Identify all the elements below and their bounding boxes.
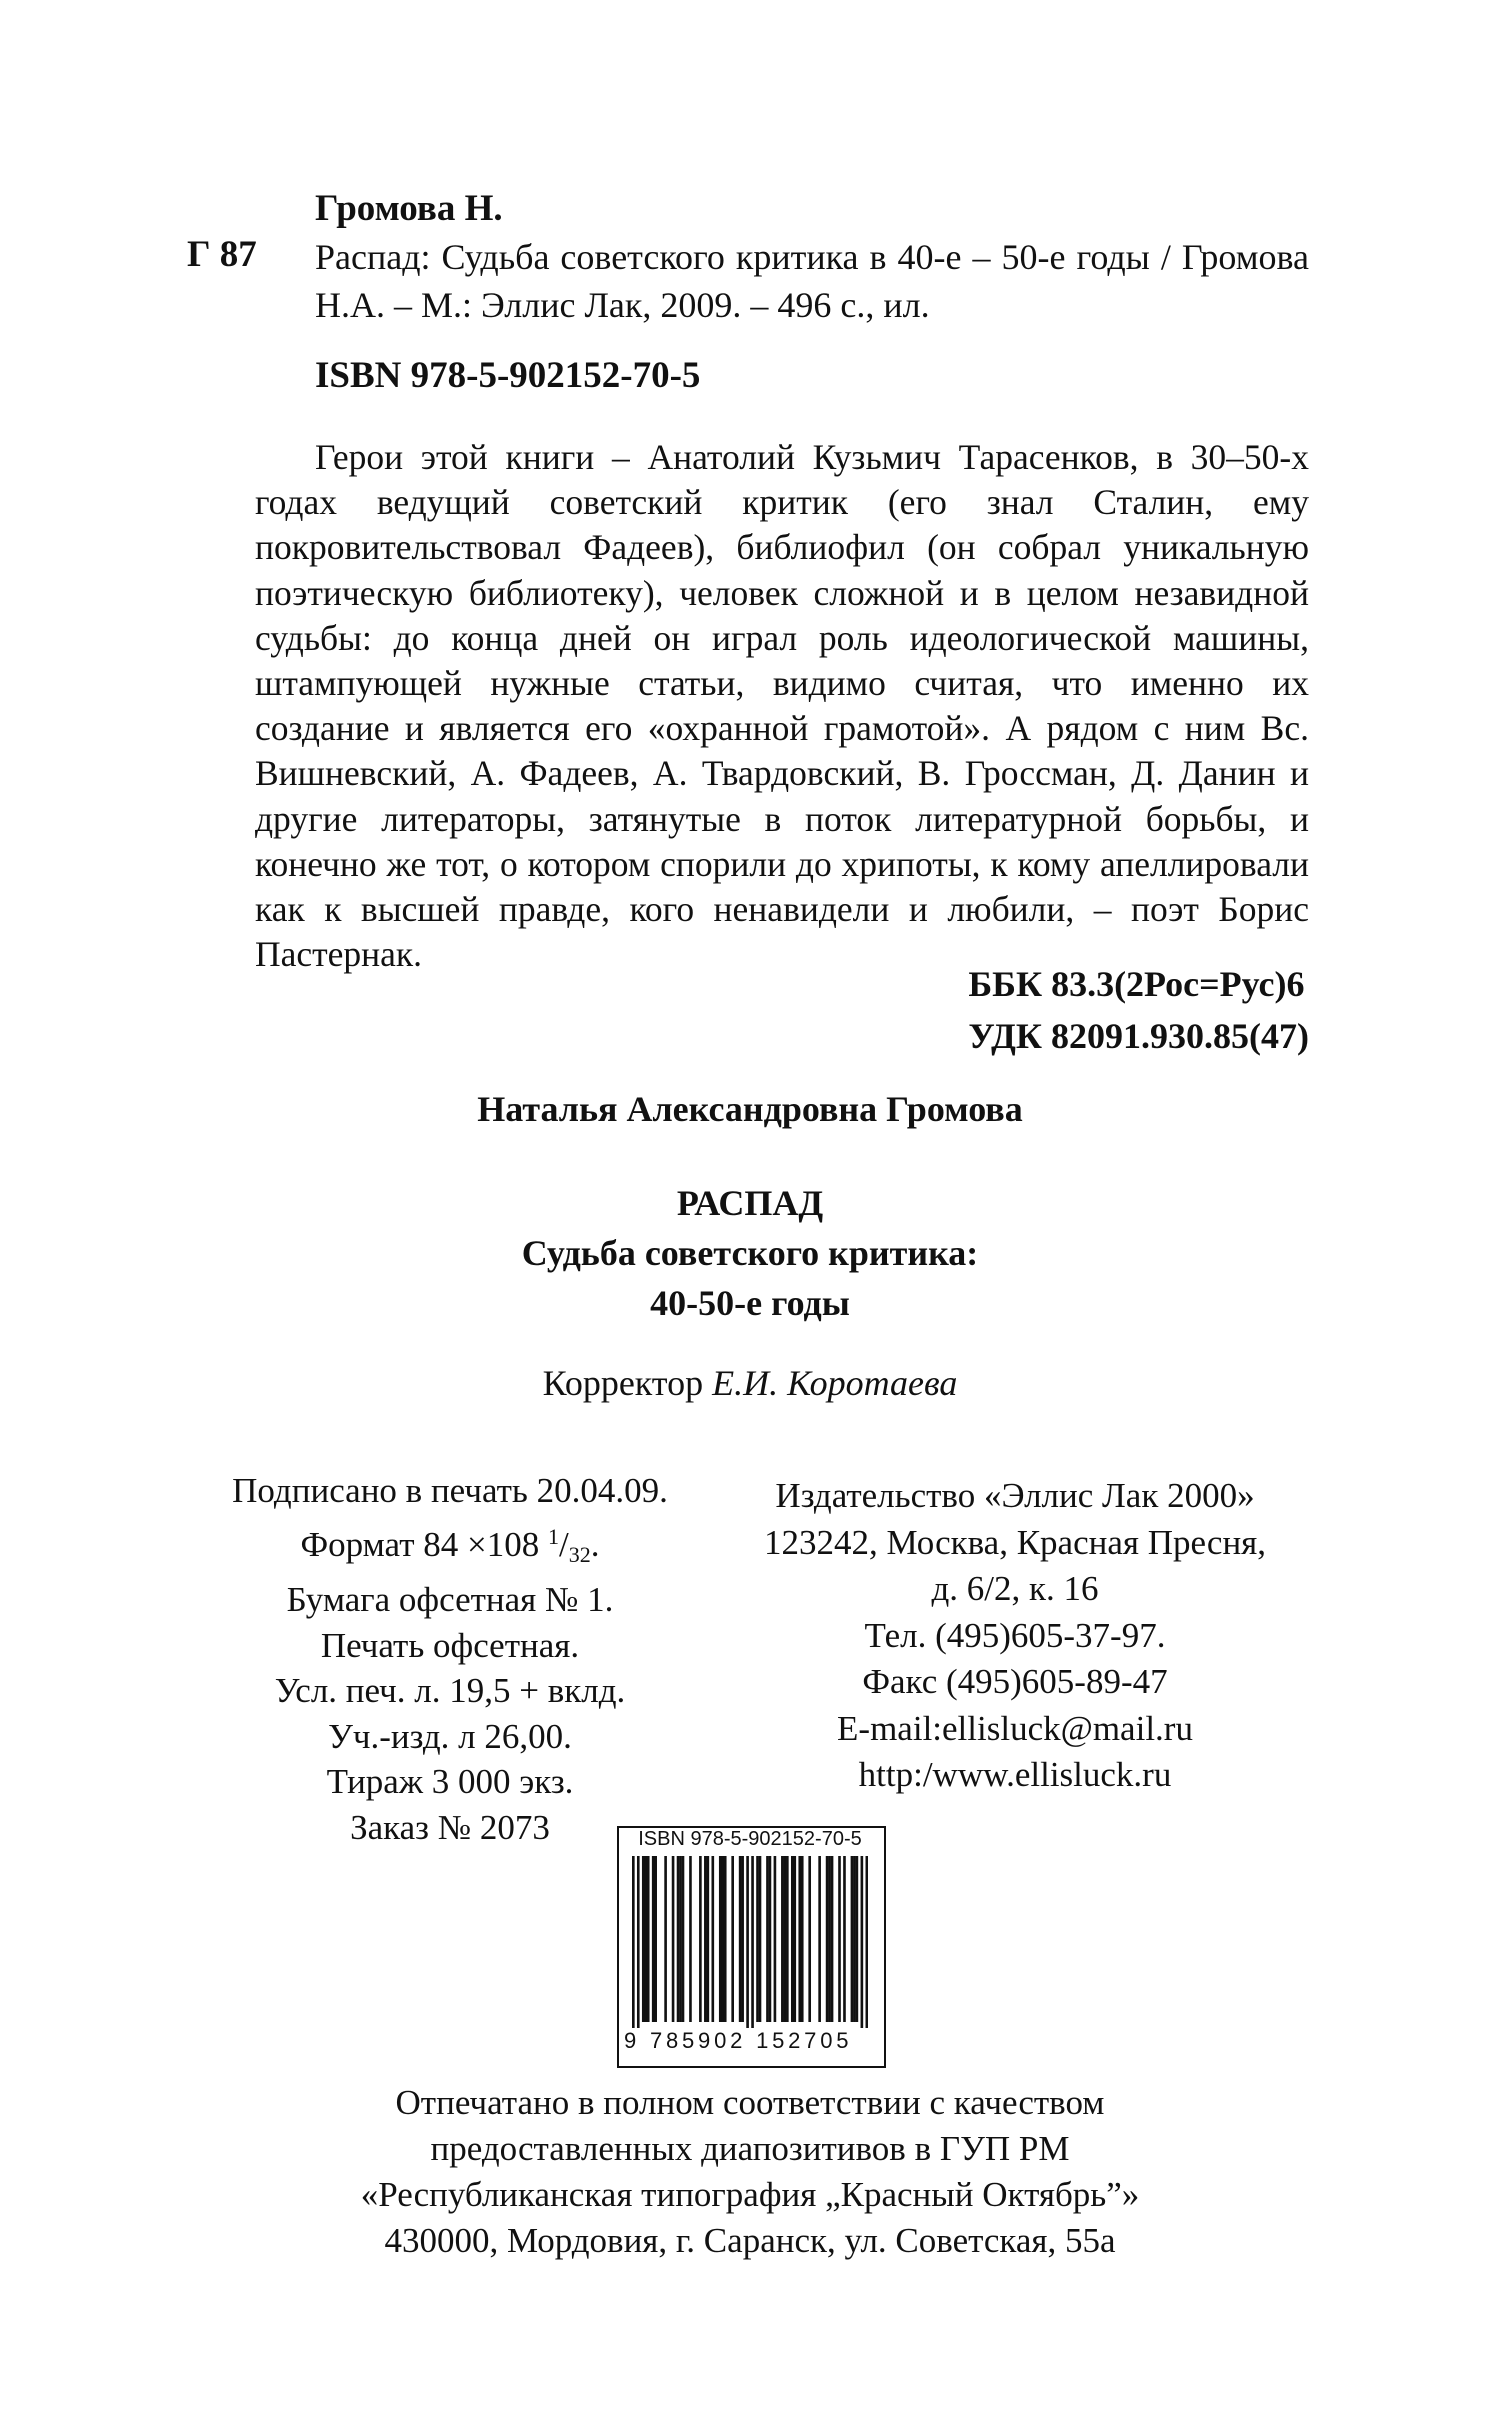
book-subtitle-line1: Судьба советского критика: bbox=[521, 1233, 979, 1273]
publisher-address-line2: д. 6/2, к. 16 bbox=[931, 1569, 1099, 1608]
barcode-bar bbox=[642, 1856, 645, 2022]
barcode-bar bbox=[711, 1856, 714, 2022]
printer-note-line4: 430000, Мордовия, г. Саранск, ул. Советская, 55а bbox=[384, 2221, 1116, 2260]
barcode-bar bbox=[664, 1856, 667, 2022]
barcode bbox=[632, 1856, 868, 2034]
printer-note-line2: предоставленных диапозитивов в ГУП РМ bbox=[430, 2129, 1070, 2168]
barcode-bar bbox=[654, 1856, 657, 2022]
colophon-author: Наталья Александровна Громова bbox=[477, 1089, 1023, 1129]
barcode-bar bbox=[851, 1856, 854, 2022]
print-format: Формат 84 ×108 $^1/_{32}$. bbox=[300, 1523, 600, 1567]
barcode-bar bbox=[632, 1856, 635, 2034]
barcode-bar bbox=[798, 1856, 801, 2022]
barcode-bar bbox=[808, 1856, 811, 2022]
barcode-bar bbox=[647, 1856, 650, 2022]
barcode-bar bbox=[759, 1856, 762, 2022]
barcode-bar bbox=[721, 1856, 724, 2022]
print-sheets: Усл. печ. л. 19,5 + вклд. bbox=[274, 1671, 626, 1710]
barcode-bar bbox=[672, 1856, 675, 2022]
publisher-fax: Факс (495)605-89-47 bbox=[862, 1662, 1168, 1701]
barcode-bar bbox=[781, 1856, 784, 2022]
barcode-bar bbox=[818, 1856, 821, 2022]
corrector-name: Е.И. Коротаева bbox=[712, 1363, 958, 1403]
barcode-bar bbox=[766, 1856, 769, 2022]
barcode-bar bbox=[682, 1856, 685, 2022]
barcode-bar bbox=[679, 1856, 682, 2022]
print-order: Заказ № 2073 bbox=[350, 1807, 550, 1847]
barcode-bar bbox=[644, 1856, 647, 2022]
barcode-bar bbox=[689, 1856, 692, 2022]
barcode-bar bbox=[793, 1856, 796, 2022]
book-subtitle-line2: 40-50-е годы bbox=[650, 1283, 850, 1323]
catalog-description: Распад: Судьба советского критика в 40-е – 50-е годы / Громова Н.А. – М.: Эллис Лак, 2009. – 496 с., ил. bbox=[315, 237, 1309, 325]
udk-code: УДК 82091.930.85(47) bbox=[968, 1016, 1309, 1056]
barcode-bar bbox=[831, 1856, 834, 2022]
catalog-isbn: ISBN 978-5-902152-70-5 bbox=[315, 355, 701, 396]
corrector-label: Корректор bbox=[542, 1363, 704, 1403]
book-title: РАСПАД bbox=[676, 1183, 824, 1223]
publisher-email: E-mail:ellisluck@mail.ru bbox=[837, 1708, 1193, 1748]
publisher-web: http:/www.ellisluck.ru bbox=[858, 1755, 1172, 1794]
barcode-bar bbox=[652, 1856, 655, 2022]
barcode-bar bbox=[739, 1856, 742, 2022]
catalog-code: Г 87 bbox=[187, 234, 257, 275]
barcode-bar bbox=[741, 1856, 744, 2022]
print-paper: Бумага офсетная № 1. bbox=[286, 1580, 614, 1619]
barcode-isbn-label: ISBN 978-5-902152-70-5 bbox=[638, 1828, 862, 1850]
publisher-name: Издательство «Эллис Лак 2000» bbox=[775, 1476, 1255, 1515]
barcode-bar bbox=[801, 1856, 804, 2022]
barcode-bar bbox=[866, 1856, 868, 2034]
publisher-phone: Тел. (495)605-37-97. bbox=[864, 1615, 1166, 1655]
barcode-bar bbox=[826, 1856, 829, 2022]
catalog-description-block bbox=[315, 227, 1309, 329]
barcode-bar bbox=[746, 1856, 749, 2034]
publisher-address-line1: 123242, Москва, Красная Пресня, bbox=[763, 1522, 1267, 1562]
barcode-bar bbox=[756, 1856, 759, 2022]
printer-note-line3: «Республиканская типография „Красный Октябрь”» bbox=[360, 2175, 1140, 2214]
barcode-bar bbox=[769, 1856, 772, 2022]
barcode-digits: 9 785902 152705 bbox=[624, 2028, 880, 2054]
barcode-bar bbox=[861, 1856, 864, 2034]
barcode-bar bbox=[704, 1856, 707, 2022]
print-printing: Печать офсетная. bbox=[320, 1625, 580, 1665]
print-run: Тираж 3 000 экз. bbox=[326, 1762, 574, 1801]
barcode-bar bbox=[843, 1856, 846, 2022]
barcode-bar bbox=[719, 1856, 722, 2022]
barcode-bar bbox=[828, 1856, 831, 2022]
colophon-title-block bbox=[0, 1178, 1500, 1328]
barcode-bar bbox=[838, 1856, 841, 2022]
barcode-bar bbox=[786, 1856, 789, 2022]
barcode-bar bbox=[784, 1856, 787, 2022]
publisher-info bbox=[745, 1473, 1285, 1799]
barcode-bar bbox=[677, 1856, 680, 2022]
barcode-bar bbox=[856, 1856, 859, 2022]
barcode-bar bbox=[853, 1856, 856, 2022]
book-annotation: Герои этой книги – Анатолий Кузьмич Тарасенков, в 30–50-х годах ведущий советский критик (его знал Сталин, ему покровительствовал Фадеев), библиофил (он собрал уникальную поэтическую библиотеку), человек сложной и в целом незавидной судьбы: до конца дней он играл роль идеологической машины, штампующей нужные статьи, видимо считая, что именно их создание и является его «охранной грамотой». А рядом с ним Вс. Вишневский, А. Фадеев, А. Твардовский, В. Гроссман, Д. Данин и другие литераторы, затянутые в поток литературной борьбы, и конечно же тот, о котором спорили до хрипоты, к кому апеллировали как к высшей правде, кого ненавидели и любили, – поэт Борис Пастернак. bbox=[255, 437, 1309, 975]
printer-note-line1: Отпечатано в полном соответствии с качеством bbox=[395, 2083, 1105, 2122]
catalog-author: Громова Н. bbox=[315, 188, 503, 229]
print-edition-sheets: Уч.-изд. л 26,00. bbox=[328, 1716, 572, 1756]
barcode-bar bbox=[731, 1856, 734, 2022]
barcode-bar bbox=[699, 1856, 702, 2022]
corrector-line bbox=[0, 1362, 1500, 1404]
barcode-bar bbox=[707, 1856, 710, 2022]
barcode-bar bbox=[791, 1856, 794, 2022]
print-signed: Подписано в печать 20.04.09. bbox=[232, 1471, 668, 1510]
barcode-bar bbox=[724, 1856, 727, 2022]
classification-codes bbox=[968, 958, 1309, 1062]
barcode-bar bbox=[774, 1856, 777, 2022]
barcode-bar bbox=[637, 1856, 640, 2034]
printer-note bbox=[0, 2080, 1500, 2264]
barcode-bar bbox=[751, 1856, 754, 2034]
bbk-code: ББК 83.3(2Рос=Рус)6 bbox=[968, 964, 1305, 1004]
print-info bbox=[180, 1468, 720, 1850]
